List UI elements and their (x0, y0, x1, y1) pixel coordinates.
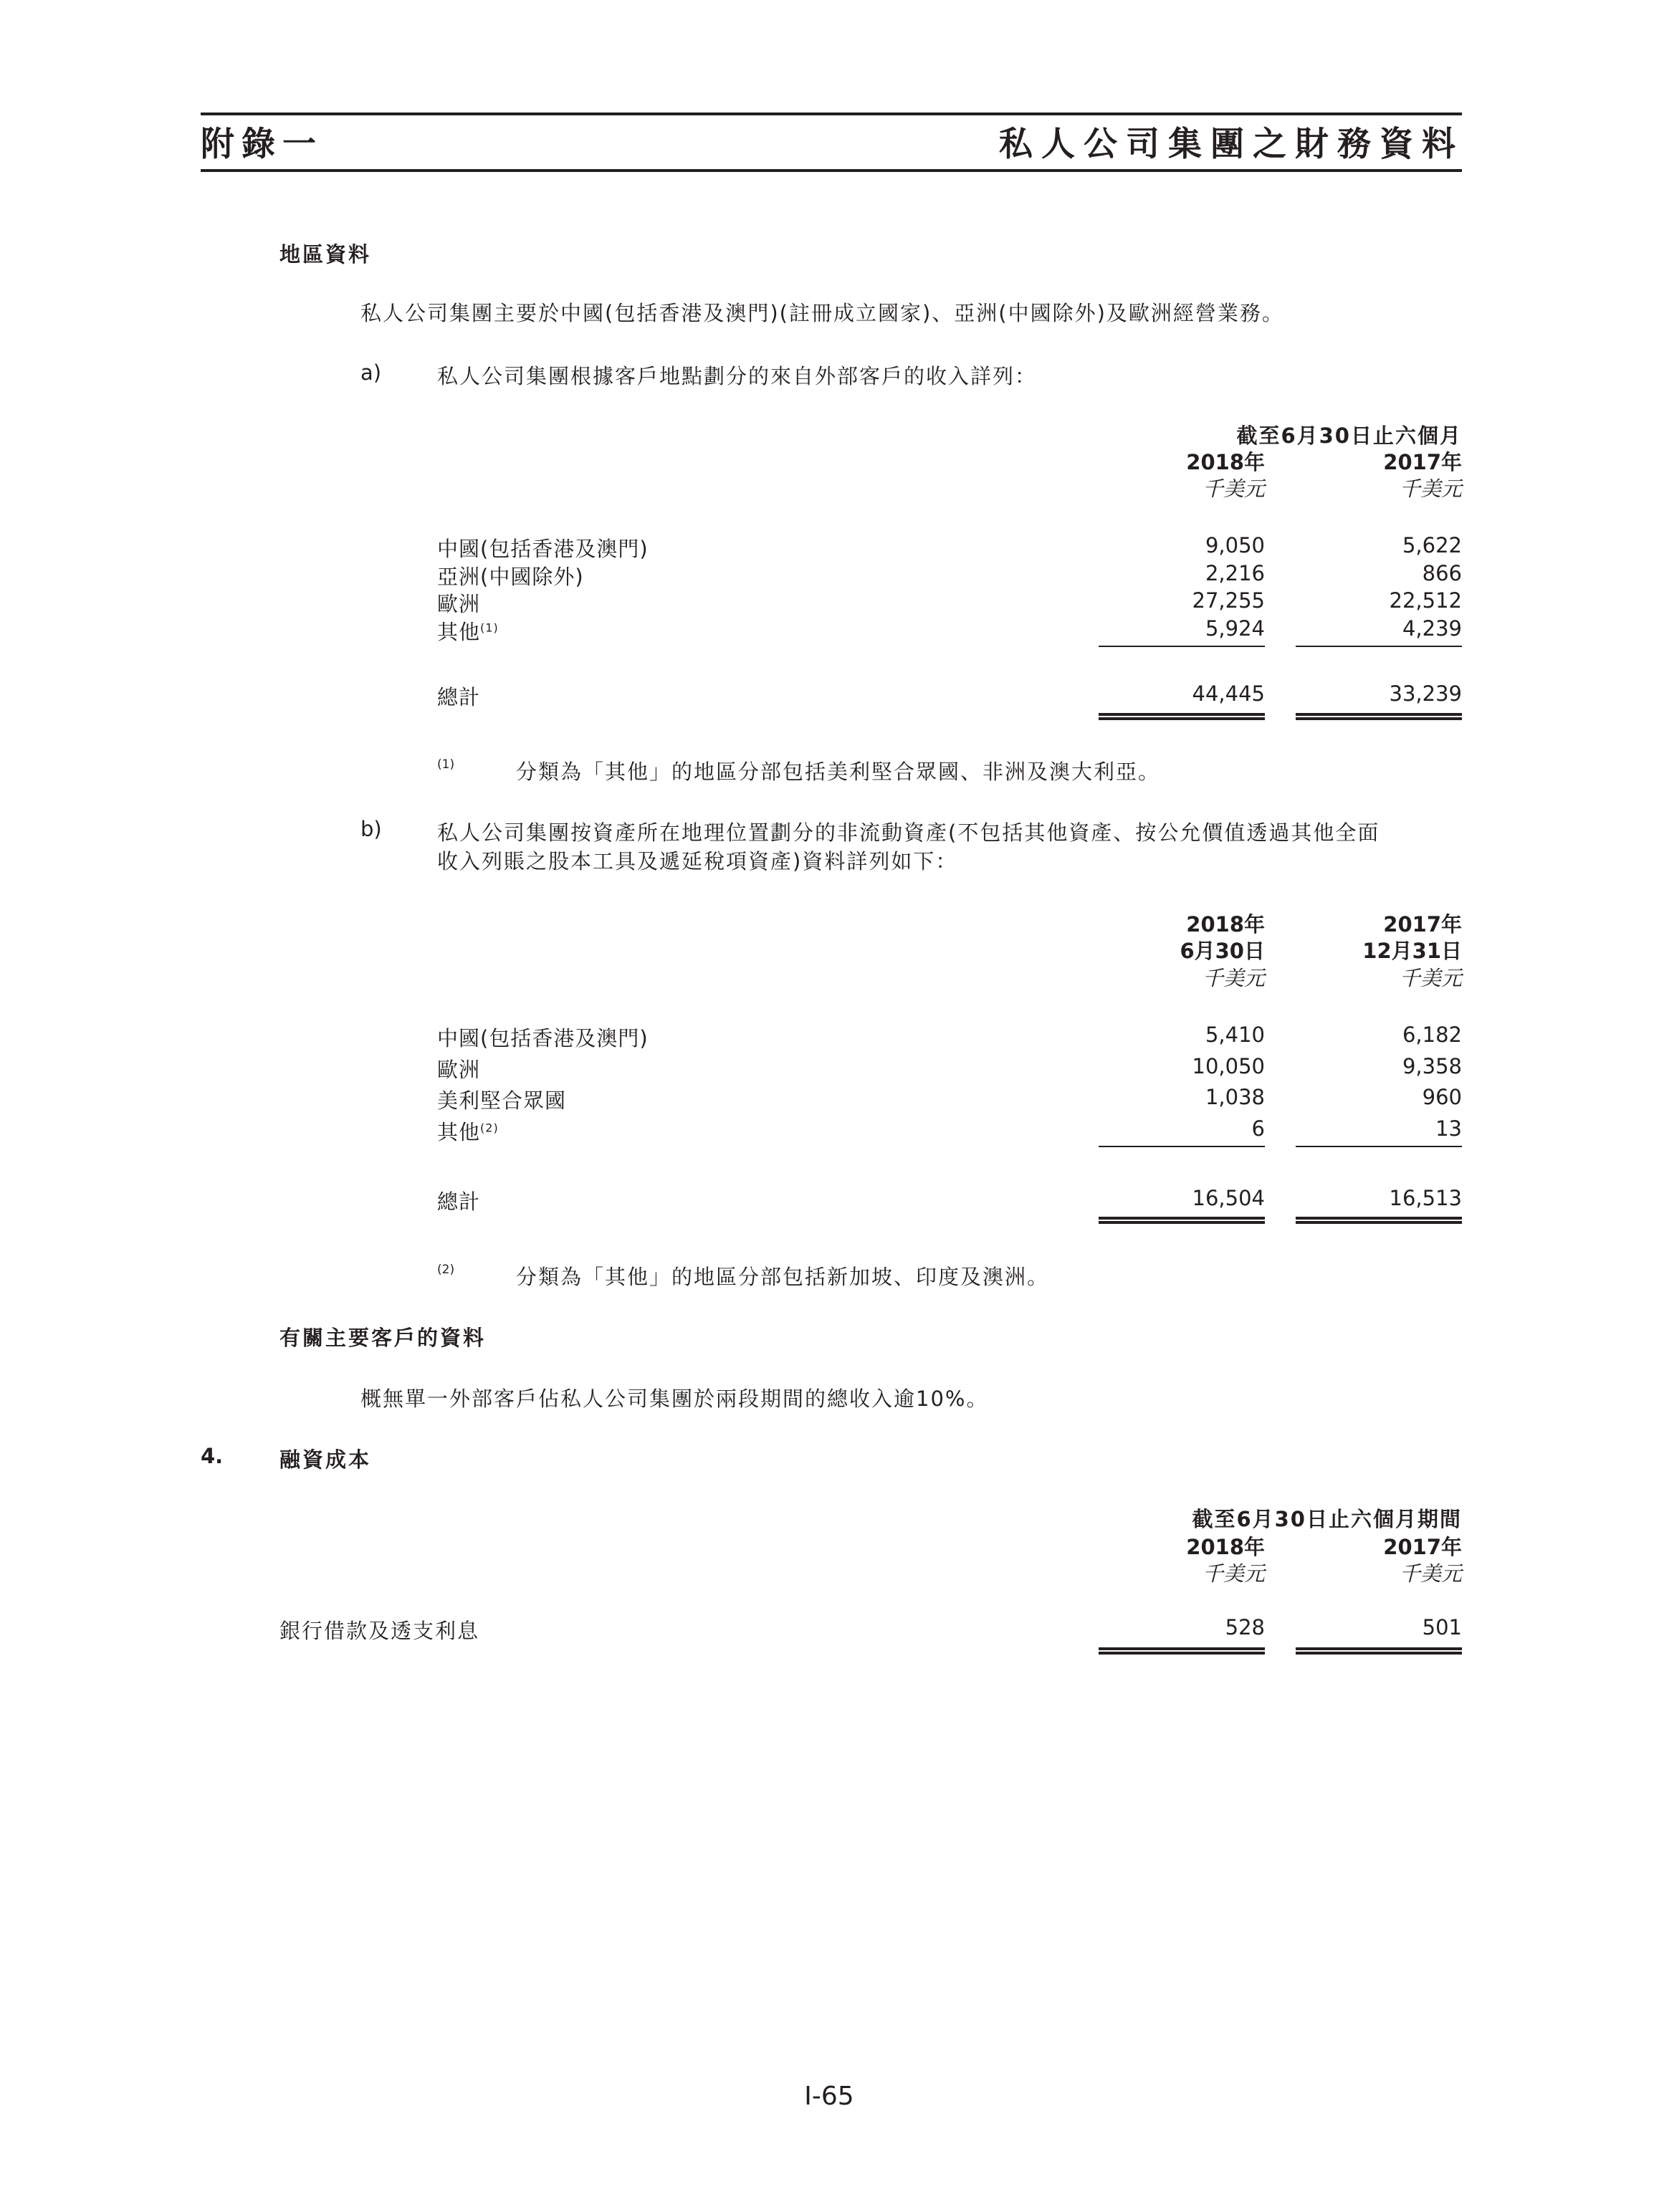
table-b-total-double-rule-2017 (1296, 1217, 1462, 1224)
section-4-number: 4. (201, 1444, 224, 1468)
table-a-total-double-rule-2018 (1099, 713, 1265, 720)
table-a-subtotal-rule-2017 (1296, 646, 1462, 647)
table-b-total-double-rule-2018 (1099, 1217, 1265, 1224)
table-a-row-label: 中國(包括香港及澳門) (437, 537, 649, 561)
table-b-row-superscript: (2) (480, 1121, 499, 1135)
table-a-row-value-2018: 27,255 (1192, 588, 1265, 613)
table-finance-col1-unit: 千美元 (1202, 1561, 1265, 1586)
table-a-row-value-2017: 5,622 (1402, 533, 1462, 557)
table-a-row-superscript: (1) (480, 621, 499, 635)
footnote-1-mark: (1) (437, 757, 455, 772)
table-finance-double-rule-2017 (1296, 1647, 1462, 1655)
table-a-row-value-2017: 4,239 (1402, 616, 1462, 641)
item-a-text: 私人公司集團根據客戶地點劃分的來自外部客戶的收入詳列： (437, 364, 1038, 388)
footnote-2-text: 分類為「其他」的地區分部包括新加坡、印度及澳洲。 (516, 1265, 1050, 1289)
table-b-col1-date: 6月30日 (1180, 939, 1265, 963)
table-finance-row-label: 銀行借款及透支利息 (279, 1619, 480, 1643)
footnote-1-text: 分類為「其他」的地區分部包括美利堅合眾國、非洲及澳大利亞。 (516, 760, 1161, 784)
table-b-row-label-text: 其他 (437, 1120, 481, 1144)
table-a-total-label: 總計 (437, 685, 481, 709)
header-bottom-rule (201, 169, 1462, 172)
table-b-col2-year: 2017年 (1383, 912, 1462, 937)
table-b-total-label: 總計 (437, 1189, 481, 1214)
table-b-row-value-2017: 6,182 (1402, 1023, 1462, 1047)
item-b-text-line1: 私人公司集團按資產所在地理位置劃分的非流動資產(不包括其他資產、按公允價值透過其他全面 (437, 820, 1380, 845)
header-section-title: 私人公司集團之財務資料 (999, 125, 1464, 164)
table-b-row-value-2017: 13 (1435, 1116, 1462, 1141)
table-b-col2-date: 12月31日 (1362, 939, 1462, 963)
table-a-row-value-2018: 2,216 (1205, 561, 1265, 585)
table-b-col2-unit: 千美元 (1399, 966, 1462, 990)
table-a-row-value-2017: 22,512 (1389, 588, 1462, 613)
table-a-total-2017: 33,239 (1389, 681, 1462, 706)
header-appendix-label: 附錄一 (201, 125, 323, 164)
table-b-row-label: 美利堅合眾國 (437, 1088, 567, 1113)
table-a-row-label (437, 616, 499, 646)
table-finance-double-rule-2018 (1099, 1647, 1265, 1655)
table-a-row-label: 歐洲 (437, 592, 481, 616)
table-a-row-value-2018: 5,924 (1205, 616, 1265, 641)
table-finance-row-value-2018: 528 (1225, 1615, 1265, 1639)
table-b-col1-year: 2018年 (1186, 912, 1265, 937)
table-a-period: 截至6月30日止六個月 (1236, 423, 1462, 448)
table-a-row-label-text: 其他 (437, 620, 481, 644)
item-a-marker: a) (360, 360, 382, 385)
footnote-2-mark: (2) (437, 1263, 455, 1277)
table-finance-row-value-2017: 501 (1422, 1615, 1462, 1639)
table-b-row-value-2018: 6 (1251, 1116, 1265, 1141)
table-b-row-value-2018: 10,050 (1192, 1054, 1265, 1078)
finance-heading: 融資成本 (279, 1447, 372, 1472)
table-b-row-value-2018: 1,038 (1205, 1085, 1265, 1109)
table-b-row-label (437, 1116, 499, 1146)
table-a-total-double-rule-2017 (1296, 713, 1462, 720)
table-b-subtotal-rule-2018 (1099, 1146, 1265, 1147)
table-b-row-label: 中國(包括香港及澳門) (437, 1026, 649, 1050)
table-b-row-value-2017: 960 (1422, 1085, 1462, 1109)
table-a-subtotal-rule-2018 (1099, 646, 1265, 647)
item-b-marker: b) (360, 817, 382, 841)
table-a-row-value-2017: 866 (1422, 561, 1462, 585)
table-finance-period: 截至6月30日止六個月期間 (1192, 1507, 1462, 1531)
table-finance-col2-unit: 千美元 (1399, 1561, 1462, 1586)
table-a-col2-year: 2017年 (1383, 450, 1462, 474)
customers-text: 概無單一外部客戶佔私人公司集團於兩段期間的總收入逾10%。 (360, 1387, 989, 1411)
header-top-rule (201, 112, 1462, 115)
customers-heading: 有關主要客戶的資料 (279, 1326, 487, 1350)
page-number: I-65 (804, 2082, 854, 2111)
table-a-col1-unit: 千美元 (1202, 477, 1265, 501)
table-a-row-value-2018: 9,050 (1205, 533, 1265, 557)
geo-intro-text: 私人公司集團主要於中國(包括香港及澳門)(註冊成立國家)、亞洲(中國除外)及歐洲經營業務。 (360, 301, 1284, 325)
table-b-total-2018: 16,504 (1192, 1186, 1265, 1210)
table-finance-col2-year: 2017年 (1383, 1535, 1462, 1559)
table-finance-col1-year: 2018年 (1186, 1535, 1265, 1559)
table-a-col2-unit: 千美元 (1399, 477, 1462, 501)
table-a-row-label: 亞洲(中國除外) (437, 565, 584, 589)
table-a-total-2018: 44,445 (1192, 681, 1265, 706)
table-a-col1-year: 2018年 (1186, 450, 1265, 474)
table-b-total-2017: 16,513 (1389, 1186, 1462, 1210)
table-b-col1-unit: 千美元 (1202, 966, 1265, 990)
table-b-row-value-2017: 9,358 (1402, 1054, 1462, 1078)
table-b-subtotal-rule-2017 (1296, 1146, 1462, 1147)
table-b-row-label: 歐洲 (437, 1058, 481, 1082)
item-b-text-line2: 收入列賬之股本工具及遞延稅項資產)資料詳列如下： (437, 849, 958, 873)
geo-heading: 地區資料 (279, 242, 372, 267)
table-b-row-value-2018: 5,410 (1205, 1023, 1265, 1047)
